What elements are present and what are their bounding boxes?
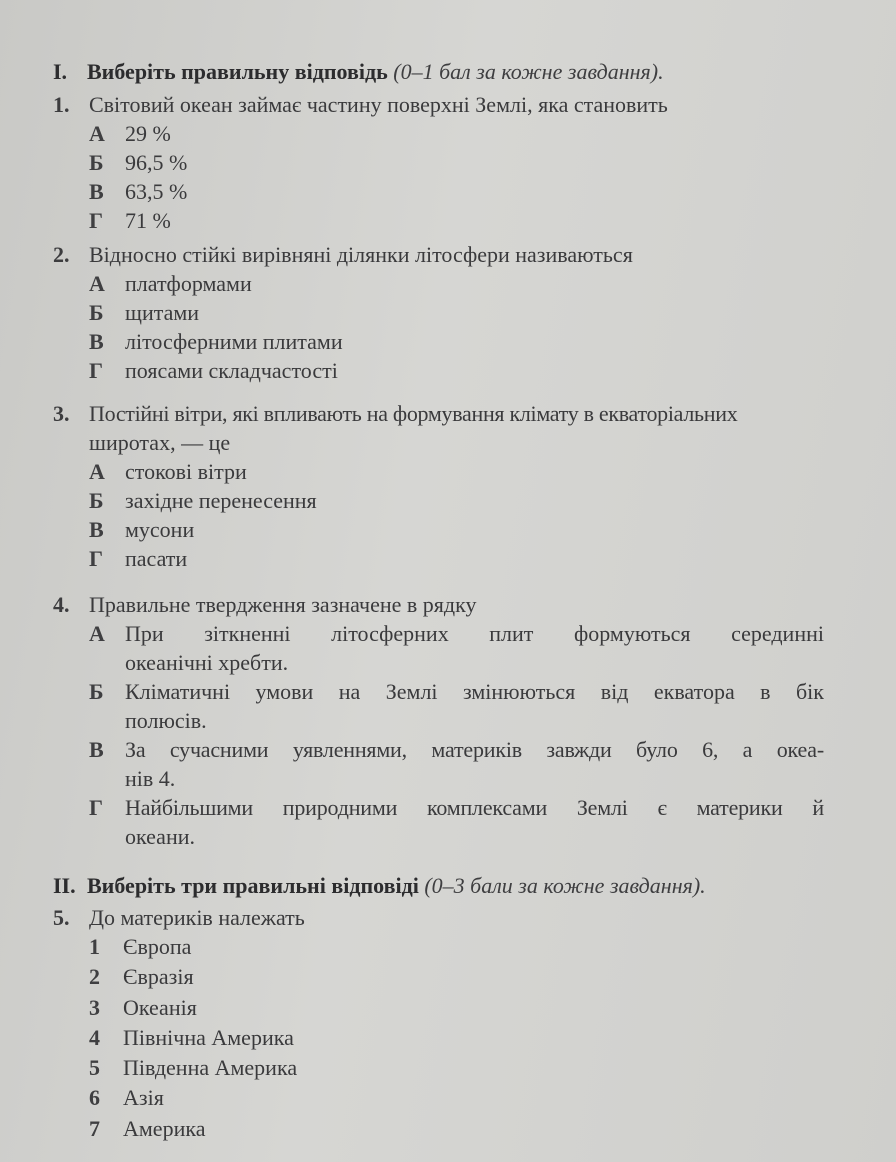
answer-option [89,177,824,206]
question-number: 5. [53,905,70,930]
option-letter: В [89,517,104,542]
option-text: мусони [125,517,195,542]
answer-option [89,1114,824,1144]
question-stem: До материків належать [89,905,305,930]
question-stem-line-2: широтах, — це [89,430,231,455]
answer-option [89,1083,824,1113]
question-stem [89,399,824,457]
option-letter: Г [89,795,103,820]
question-stem: Правильне твердження зазначене в рядку [89,592,477,617]
option-letter: А [89,459,105,484]
option-text: Океанія [123,994,197,1020]
option-text-line-1: Кліматичні умови на Землі змінюються від екватора в бік [125,679,824,704]
answer-option [89,515,824,544]
option-text-line-1: Найбільшими природними комплексами Землі є материки й [125,795,824,820]
option-text: 29 % [125,121,171,146]
answer-option [89,1053,824,1083]
section-2-roman: II. [53,873,76,898]
question-number: 2. [53,242,70,267]
answer-option [89,1023,824,1053]
option-number: 1 [89,934,100,959]
answer-option [89,457,824,486]
option-text-line-2: океанічні хребти. [125,650,289,675]
answer-option [89,119,824,148]
option-text-line-1: За сучасними уявленнями, материків завжди було 6, а океа- [125,737,824,762]
option-text: літосферними плитами [125,329,343,354]
option-text: стокові вітри [125,459,247,484]
option-letter: А [89,121,105,146]
option-letter: Г [89,358,103,383]
question-5 [53,903,824,1144]
answer-option [89,735,824,793]
question-1 [53,90,824,235]
question-number: 4. [53,592,70,617]
option-letter: Г [89,546,103,571]
option-letter: Г [89,208,103,233]
answer-option [89,486,824,515]
question-3 [53,399,824,573]
option-text: Європа [123,934,192,959]
option-number: 7 [89,1115,100,1141]
option-letter: Б [89,150,104,175]
question-4 [53,590,824,851]
section-2-heading [53,873,706,899]
option-letter: Б [89,300,104,325]
option-text-line-2: полюсів. [125,708,207,733]
answer-option [89,993,824,1023]
option-letter: А [89,621,105,646]
option-text: 96,5 % [125,150,188,175]
option-text-line-2: нів 4. [125,766,176,791]
section-1-roman: I. [53,59,68,84]
option-text: Північна Америка [123,1024,294,1050]
option-number: 4 [89,1024,100,1050]
option-number: 3 [89,994,100,1020]
option-text: пасати [125,546,188,571]
option-text: Азія [123,1085,164,1111]
section-1-note: (0–1 бал за кожне завдання). [393,59,664,84]
answer-option [89,677,824,735]
question-2 [53,240,824,385]
option-letter: Б [89,488,104,513]
question-number: 3. [53,401,70,426]
option-text: 71 % [125,208,171,233]
option-letter: В [89,179,104,204]
question-number: 1. [53,92,70,117]
option-text: Євразія [123,964,194,990]
answer-option [89,269,824,298]
question-stem: Відносно стійкі вирівняні ділянки літосфери називаються [89,242,633,267]
answer-option [89,962,824,992]
option-letter: А [89,271,105,296]
option-text: платформами [125,271,252,296]
option-letter: В [89,737,104,762]
answer-option [89,148,824,177]
option-number: 6 [89,1085,100,1111]
section-1-heading [53,59,664,85]
answer-option [89,298,824,327]
section-1-title: Виберіть правильну відповідь [87,59,388,84]
answer-option [89,356,824,385]
option-text-line-2: океани. [125,824,195,849]
question-stem-line-1: Постійні вітри, які впливають на формування клімату в екваторіальних [89,401,738,426]
section-2-note: (0–3 бали за кожне завдання). [424,873,706,898]
option-text: щитами [125,300,200,325]
section-2-title: Виберіть три правильні відповіді [87,873,419,898]
answer-option [89,544,824,573]
answer-option [89,932,824,962]
option-number: 5 [89,1055,100,1081]
answer-option [89,206,824,235]
option-text: Америка [123,1115,206,1141]
answer-option [89,793,824,851]
answer-option [89,327,824,356]
question-stem: Світовий океан займає частину поверхні Землі, яка становить [89,92,668,117]
option-text: поясами складчастості [125,358,338,383]
option-number: 2 [89,964,100,990]
option-letter: В [89,329,104,354]
option-text-line-1: При зіткненні літосферних плит формуються серединні [125,621,824,646]
option-letter: Б [89,679,104,704]
option-text: західне перенесення [125,488,317,513]
answer-option [89,619,824,677]
option-text: Південна Америка [123,1055,298,1081]
option-text: 63,5 % [125,179,188,204]
